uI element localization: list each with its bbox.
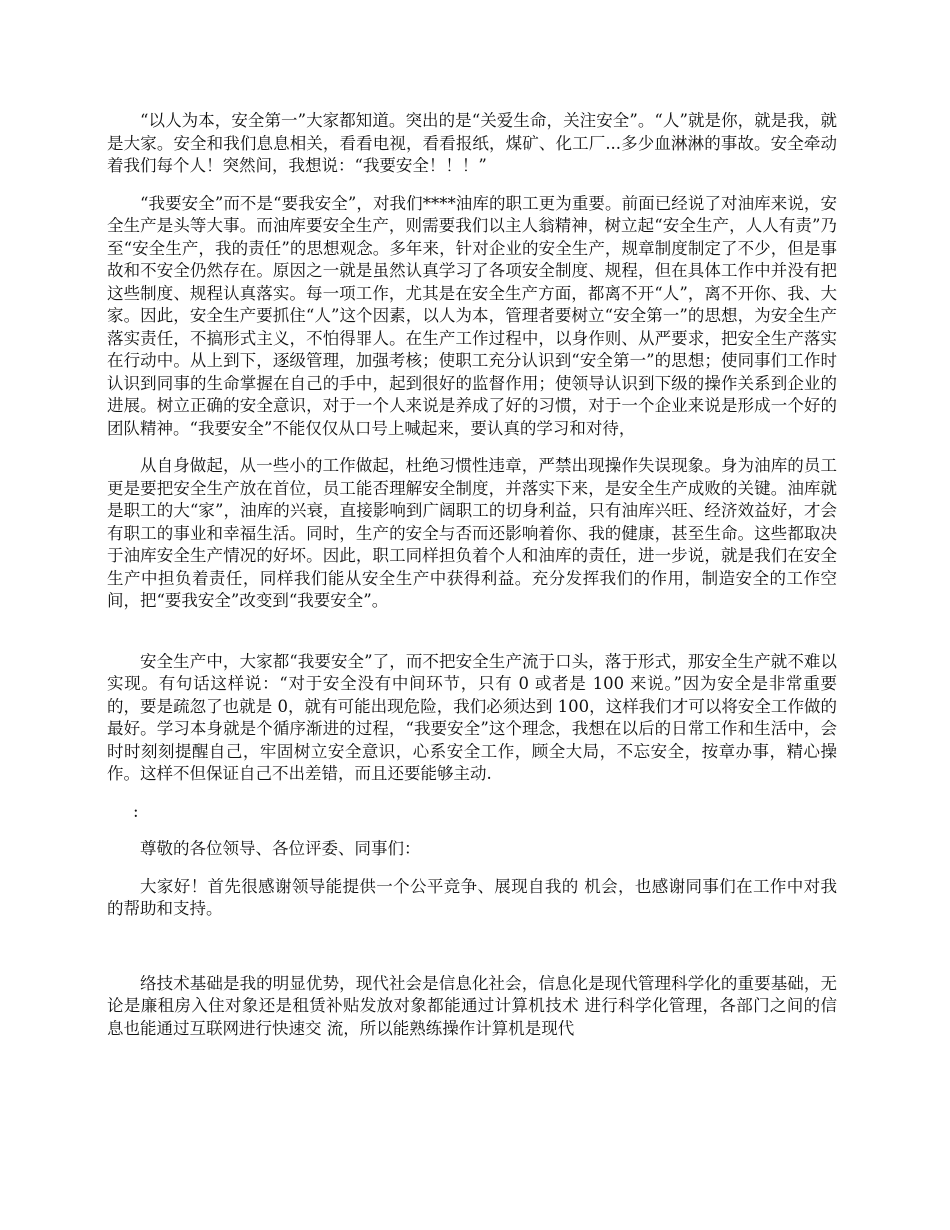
document-page bbox=[107, 110, 837, 1055]
paragraph-salutation: 尊敬的各位领导、各位评委、同事们： bbox=[140, 839, 421, 858]
paragraph-network-skills: 络技术基础是我的明显优势，现代社会是信息化社会，信息化是现代管理科学化的重要基础，无论是廉租房入住对象还是租赁补贴发放对象都能通过计算机技术 进行科学化管理，各部门之间的信息也能通过互联网进行快速交 流，所以能熟练操作计算机是现代 bbox=[107, 973, 837, 1038]
paragraph-i-want-safety: “我要安全”而不是“要我安全”，对我们****油库的职工更为重要。前面已经说了对油库来说，安全生产是头等大事。而油库要安全生产，则需要我们以主人翁精神，树立起“安全生产，人人有责”乃至“安全生产，我的责任”的思想观念。多年来，针对企业的安全生产，规章制度制定了不少，但是事故和不安全仍然存在。原因之一就是虽然认真学习了各项安全制度、规程，但在具体工作中并没有把这些制度、规程认真落实。每一项工作，尤其是在安全生产方面，都离不开“人”，离不开你、我、大家。因此，安全生产要抓住“人”这个因素，以人为本，管理者要树立“安全第一”的思想，为安全生产落实责任，不搞形式主义，不怕得罪人。在生产工作过程中，以身作则、从严要求，把安全生产落实在行动中。从上到下，逐级管理，加强考核；使职工充分认识到“安全第一”的思想；使同事们工作时认识到同事的生命掌握在自己的手中，起到很好的监督作用；使领导认识到下级的操作关系到企业的进展。树立正确的安全意识，对于一个人来说是养成了好的习惯，对于一个企业来说是形成一个好的团队精神。“我要安全”不能仅仅从口号上喊起来，要认真的学习和对待， bbox=[107, 193, 837, 438]
paragraph-greeting: 大家好！首先很感谢领导能提供一个公平竞争、展现自我的 机会，也感谢同事们在工作中对我的帮助和支持。 bbox=[107, 876, 837, 918]
paragraph-safety-first: “以人为本，安全第一”大家都知道。突出的是“关爱生命，关注安全”。“人”就是你，就是我，就是大家。安全和我们息息相关，看看电视，看看报纸，煤矿、化工厂...多少血淋淋的事故。安全牵动着我们每个人！突然间，我想说：“我要安全！！！” bbox=[107, 111, 837, 175]
paragraph-start-from-self: 从自身做起，从一些小的工作做起，杜绝习惯性违章，严禁出现操作失误现象。身为油库的员工更是要把安全生产放在首位，员工能否理解安全制度，并落实下来，是安全生产成败的关键。油库就是职工的大“家”，油库的兴衰，直接影响到广阔职工的切身利益，只有油库兴旺、经济效益好，才会有职工的事业和幸福生活。同时，生产的安全与否而还影响着你、我的健康，甚至生命。这些都取决于油库安全生产情况的好坏。因此，职工同样担负着个人和油库的责任，进一步说，就是我们在安全生产中担负着责任，同样我们能从安全生产中获得利益。充分发挥我们的作用，制造安全的工作空间，把“要我安全”改变到“我要安全”。 bbox=[107, 456, 837, 610]
paragraph-colon: : bbox=[133, 801, 139, 821]
paragraph-zero-or-hundred: 安全生产中，大家都“我要安全”了，而不把安全生产流于口头，落于形式，那安全生产就不难以实现。有句话这样说：“对于安全没有中间环节，只有 0 或者是 100 来说。”因为安全是非常重要的，要是疏忽了也就是 0，就有可能出现危险，我们必须达到 100，这样我们才可以将安全工作做的最好。学习本身就是个循序渐进的过程，“我要安全”这个理念，我想在以后的日常工作和生活中，会时时刻刻提醒自己，牢固树立安全意识，心系安全工作，顾全大局，不忘安全，按章办事，精心操作。这样不但保证自己不出差错，而且还要能够主动. bbox=[107, 651, 837, 783]
